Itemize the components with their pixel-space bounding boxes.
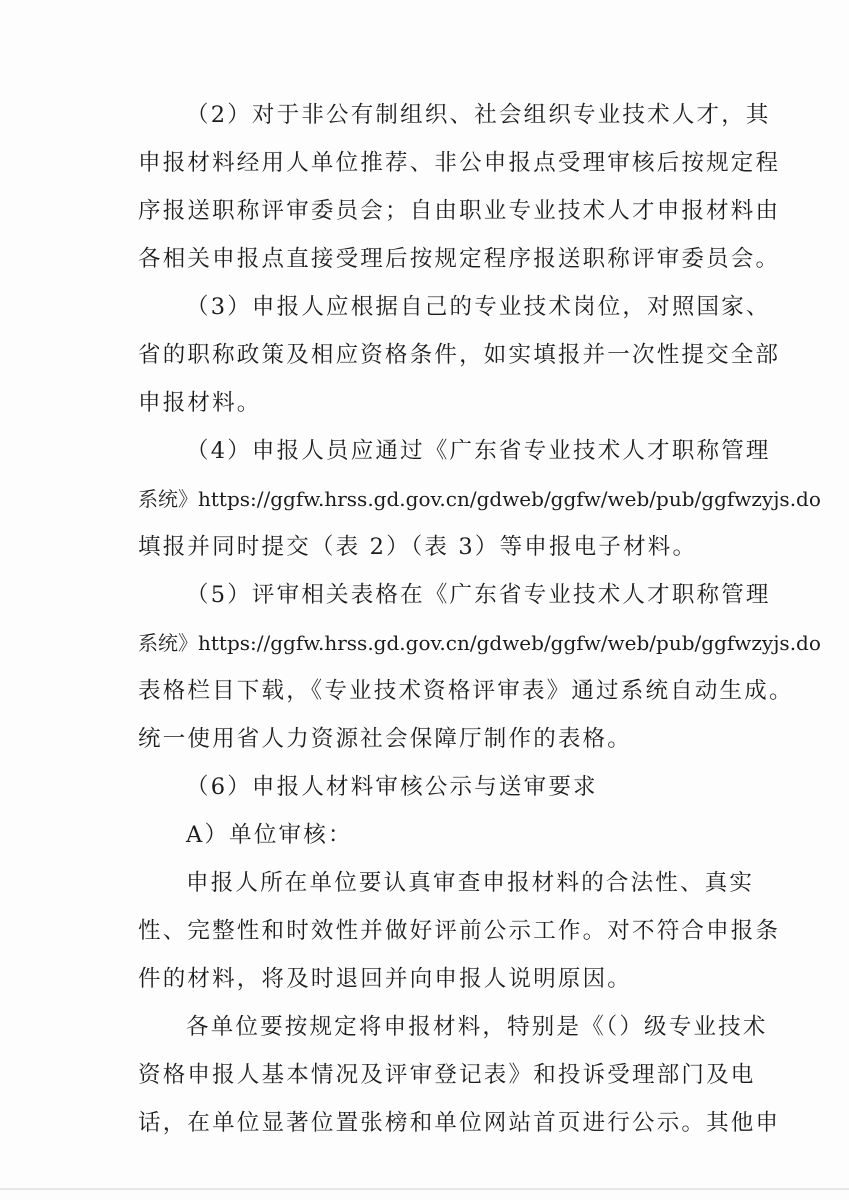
paragraph-2-line-4: 各相关申报点直接受理后按规定程序报送职称评审委员会。: [138, 246, 781, 272]
section-6-heading: （6）申报人材料审核公示与送审要求: [186, 774, 598, 800]
paragraph-5-line-1: （5）评审相关表格在《广东省专业技术人才职称管理: [186, 582, 771, 608]
paragraph-a2-line-1: 各单位要按规定将申报材料，特别是《（）级专业技术: [186, 1014, 768, 1040]
paragraph-2-line-3: 序报送职称评审委员会；自由职业专业技术人才申报材料由: [138, 198, 781, 224]
paragraph-a2-line-3: 话，在单位显著位置张榜和单位网站首页进行公示。其他申: [138, 1110, 781, 1136]
paragraph-3-line-1: （3）申报人应根据自己的专业技术岗位，对照国家、: [186, 294, 771, 320]
paragraph-a1-line-3: 件的材料，将及时退回并向申报人说明原因。: [138, 966, 633, 992]
paragraph-5-line-4: 统一使用省人力资源社会保障厅制作的表格。: [138, 726, 633, 752]
paragraph-3-line-3: 申报材料。: [138, 390, 262, 416]
paragraph-3-line-2: 省的职称政策及相应资格条件，如实填报并一次性提交全部: [138, 342, 781, 368]
subsection-a-heading: A）单位审核：: [186, 822, 353, 848]
paragraph-2-line-2: 申报材料经用人单位推荐、非公申报点受理审核后按规定程: [138, 150, 781, 176]
paragraph-4-line-1: （4）申报人员应通过《广东省专业技术人才职称管理: [186, 438, 771, 464]
paragraph-a1-line-2: 性、完整性和时效性并做好评前公示工作。对不符合申报条: [138, 918, 781, 944]
paragraph-a1-line-1: 申报人所在单位要认真审查申报材料的合法性、真实: [186, 870, 755, 896]
paragraph-5-line-3: 表格栏目下载，《专业技术资格评审表》通过系统自动生成。: [138, 678, 794, 704]
paragraph-4-url-line: 系统》https://ggfw.hrss.gd.gov.cn/gdweb/ggfw/web/pub/ggfwzyjs.do: [138, 487, 821, 511]
page-bottom-edge: [0, 1188, 849, 1190]
paragraph-2-line-1: （2）对于非公有制组织、社会组织专业技术人才，其: [186, 102, 771, 128]
paragraph-a2-line-2: 资格申报人基本情况及评审登记表》和投诉受理部门及电: [138, 1062, 756, 1088]
paragraph-5-url-line: 系统》https://ggfw.hrss.gd.gov.cn/gdweb/ggfw/web/pub/ggfwzyjs.do: [138, 631, 821, 655]
paragraph-4-line-3: 填报并同时提交（表 2）（表 3）等申报电子材料。: [138, 534, 698, 560]
